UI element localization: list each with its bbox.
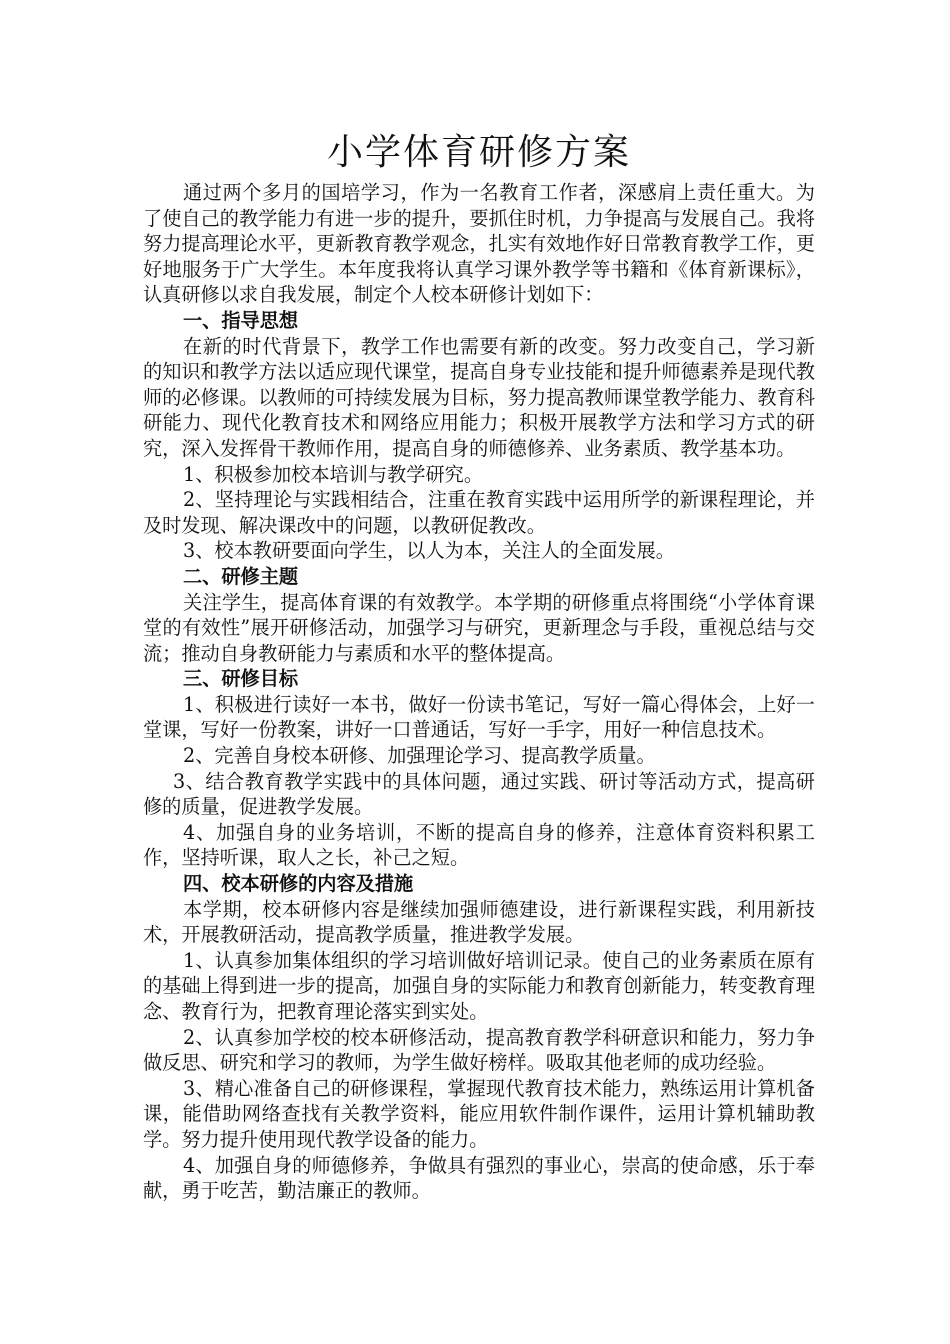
section-paragraph: 3、精心准备自己的研修课程，掌握现代教育技术能力，熟练运用计算机备课，能借助网络查找有关教学资料，能应用软件制作课件，运用计算机辅助教学。努力提升使用现代教学设备的能力。 — [143, 1076, 815, 1151]
section-paragraph: 关注学生，提高体育课的有效教学。本学期的研修重点将围绕“小学体育课堂的有效性”展开研修活动，加强学习与研究，更新理念与手段，重视总结与交流；推动自身教研能力与素质和水平的整体提高。 — [143, 590, 815, 665]
section-paragraph: 2、完善自身校本研修、加强理论学习、提高教学质量。 — [183, 744, 656, 768]
intro-paragraph: 通过两个多月的国培学习，作为一名教育工作者，深感肩上责任重大。为了使自己的教学能力有进一步的提升，要抓住时机，力争提高与发展自己。我将努力提高理论水平，更新教育教学观念，扎实有效地作好日常教育教学工作，更好地服务于广大学生。本年度我将认真学习课外教学等书籍和《体育新课标》，认真研修以求自我发展，制定个人校本研修计划如下： — [143, 181, 815, 307]
section-paragraph: 3、结合教育教学实践中的具体问题，通过实践、研讨等活动方式，提高研修的质量，促进教学发展。 — [143, 769, 815, 819]
document-title: 小学体育研修方案 — [326, 132, 631, 173]
section-heading-guiding-thought: 一、指导思想 — [183, 308, 299, 332]
section-paragraph: 2、坚持理论与实践相结合，注重在教育实践中运用所学的新课程理论，并及时发现、解决课改中的问题，以教研促教改。 — [143, 488, 815, 537]
document-page — [143, 128, 815, 1204]
section-paragraph: 1、认真参加集体组织的学习培训做好培训记录。使自己的业务素质在原有的基础上得到进一步的提高，加强自身的实际能力和教育创新能力，转变教育理念、教育行为，把教育理论落实到实处。 — [143, 948, 815, 1023]
section-heading-research-theme: 二、研修主题 — [183, 564, 299, 588]
section-paragraph: 2、认真参加学校的校本研修活动，提高教育教学科研意识和能力，努力争做反思、研究和学习的教师，为学生做好榜样。吸取其他老师的成功经验。 — [143, 1025, 815, 1075]
section-paragraph: 4、加强自身的师德修养，争做具有强烈的事业心，崇高的使命感，乐于奉献，勇于吃苦，勤洁廉正的教师。 — [143, 1153, 815, 1203]
section-heading-research-goals: 三、研修目标 — [183, 667, 299, 691]
section-heading-content-measures: 四、校本研修的内容及措施 — [183, 872, 414, 896]
section-paragraph: 本学期，校本研修内容是继续加强师德建设，进行新课程实践，利用新技术，开展教研活动，提高教学质量，推进教学发展。 — [143, 897, 815, 947]
section-paragraph: 1、积极参加校本培训与教学研究。 — [183, 462, 484, 486]
section-paragraph: 3、校本教研要面向学生，以人为本，关注人的全面发展。 — [183, 539, 675, 563]
section-paragraph: 4、加强自身的业务培训，不断的提高自身的修养，注意体育资料积累工作，坚持听课，取人之长，补己之短。 — [143, 820, 815, 870]
section-paragraph: 1、积极进行读好一本书，做好一份读书笔记，写好一篇心得体会，上好一堂课，写好一份教案，讲好一口普通话，写好一手字，用好一种信息技术。 — [143, 692, 815, 742]
section-paragraph: 在新的时代背景下，教学工作也需要有新的改变。努力改变自己，学习新的知识和教学方法以适应现代课堂，提高自身专业技能和提升师德素养是现代教师的必修课。以教师的可持续发展为目标，努力提高教师课堂教学能力、教育科研能力、现代化教育技术和网络应用能力；积极开展教学方法和学习方式的研究，深入发挥骨干教师作用，提高自身的师德修养、业务素质、教学基本功。 — [143, 334, 815, 460]
